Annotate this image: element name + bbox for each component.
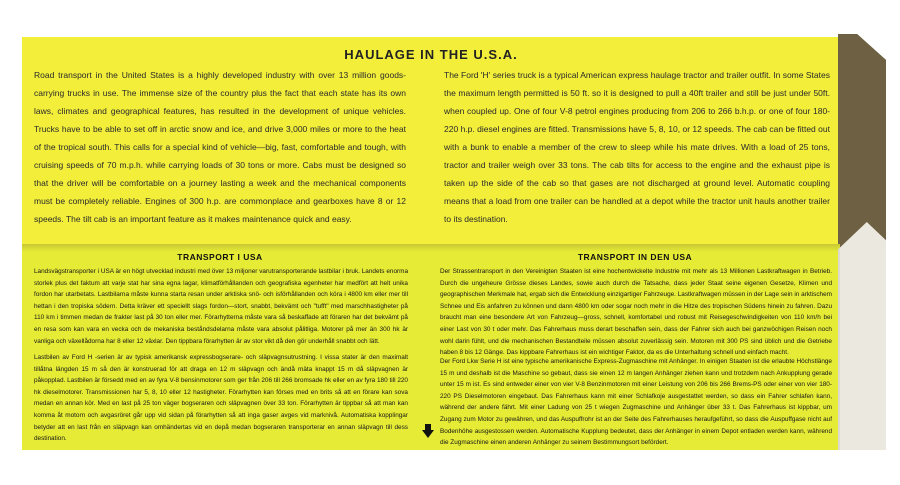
german-text-1: Der Strassentransport in den Vereinigten Staaten ist eine hochentwickelte Industrie mit mehr als 13 Millionen Lastkraftwagen in Betrieb. Durch die ungeheure Grösse dieses Landes, sowie auch durch die Tatsache, dass jeder Staat seine eigenen Gesetze, Klimen und geographischen Merkmale hat, ergab sich die Entwicklung einzigartiger Fahrzeuge. Lastkraftwagen müssen in der Lage sein in arktischem Schnee und Eis anfahren zu können und dann 4800 km oder sogar noch mehr in die Hitze des tropischen Südens hinein zu fahren. Dazu braucht man eine besondere Art von Fahrzeug—gross, schnell, komfortabel und robust mit Reisegeschwindigkeiten von 110 km/h bei einer Last von 30 t oder mehr. Das Fahrerhaus muss derart beschaffen sein, dass der Fahrer sich auch bei ganzwöchigen Reisen noch wohl darin fühlt, und die mechanischen Bestandteile müssen absolut zuverlässig sein. Motoren mit 300 PS sind üblich und die Getriebe haben 8 bis 12 Gänge. Das kippbare Fahrerhaus ist ein wichtiger Faktor, da es die Unterhaltung schnell und einfach macht. (440, 268, 832, 357)
page-title: HAULAGE IN THE U.S.A. (344, 47, 518, 62)
german-text-2: Der Ford Lkw Serie H ist eine typische amerikanische Express-Zugmaschine mit Anhänger. In einigen Staaten ist die erlaubte Höchstlänge 15 m und deshalb ist die Maschine so gebaut, dass sie einen 12 m langen Anhänger ziehen kann und trotzdem nach Ankupplung gerade unter 15 m ist. Es sind entweder einer von vier V-8 Benzinmotoren mit einer Leistung von 206 bis 266 Brems-PS oder einer von vier 180-220 PS Dieselmotoren eingebaut. Das Fahrerhaus kann mit einer Schlafkoje ausgestattet werden, so dass ein Fahrer schlafen kann, während der andere fährt. Mit einer Ladung von 25 t wiegen Zugmaschine und Anhänger über 33 t. Das Fahrerhaus ist kippbar, um Zugang zum Motor zu gewähren, und das Auspuffrohr ist an der Seite des Fahrerhauses heraufgeführt, so dass die Auspuffgase nicht auf Bodenhöhe ausgestossen werden. Automatische Kupplung bedeutet, dass der Anhänger in einem Depot entladen werden kann, während die Zugmaschine einen anderen Anhänger zu seinem Bestimmungsort befördert. (440, 358, 832, 447)
german-title: TRANSPORT IN DEN USA (577, 252, 693, 262)
cardboard-flap (838, 34, 886, 250)
english-text-left: Road transport in the United States is a highly developed industry with over 13 million goods-carrying trucks in use. The immense size of the country plus the fact that each state has its own laws, climates and geographical features, has resulted in the development of unique vehicles. Trucks have to be able to set off in arctic snow and ice, and drive 3,000 miles or more to the heat of the tropical south. This calls for a special kind of vehicle—big, fast, comfortable and tough, with cruising speeds of 70 m.p.h. while carrying loads of 30 tons or more. Cabs must be designed so that the driver will be comfortable on a journey lasting a week and the mechanical components must be completely reliable. Engines of 300 h.p. are commonplace and gearboxes have 8 or 12 speeds. The tilt cab is an important feature as it makes maintenance quick and easy. (34, 70, 406, 224)
swedish-text-2: Lastbilen av Ford H -serien är av typisk amerikansk expressbogserare- och släpvagnsutrustning. I vissa stater är den maximalt tillåtna längden 15 m så den är konstruerad för att draga en 12 m släpvagn och ändå mäta knappt 15 m då släpvagnen är påkopplad. Lastbilen är försedd med en av fyra V-8 bensinmotorer som ger från 206 till 266 bromsade hk eller en av fyra 180 till 220 hk dieselmotorer. Transmissionen har 5, 8, 10 eller 12 hastigheter. Förarhytten kan förses med en brits så att en förare kan sova medan en annan kör. Med en last på 25 ton väger bogseraren och släpvagnen över 33 ton. Förarhytten är tippbar så att man kan komma åt motorn och avgasröret går upp vid sidan på förarhytten så att inga gaser avges vid marknivå. Automatiska kopplingar betyder att en last från en släpvagn kan omhändertas vid en depå medan bogseraren transporterar en annan släpvagn till dess destination. (34, 354, 408, 443)
english-text-right: The Ford 'H' series truck is a typical American express haulage tractor and trailer outfit. In some States the maximum length permitted is 50 ft. so it is designed to pull a 40ft trailer and still be just under 50ft. when coupled up. One of four V-8 petrol engines producing from 206 to 266 b.h.p. or one of four 180-220 h.p. diesel engines are fitted. Transmissions have 5, 8, 10, or 12 speeds. The cab can be fitted out with a bunk to enable a member of the crew to sleep while his mate drives. With a load of 25 tons, tractor and trailer weigh over 33 tons. The cab tilts for access to the engine and the exhaust pipe is taken up the side of the cab so that gases are not discharged at ground level. Automatic coupling means that a load from one trailer can be handled at a depot while the tractor unit hauls another trailer to its destination. (444, 70, 830, 224)
cardboard-side-flap (838, 222, 886, 450)
swedish-title: TRANSPORT I USA (177, 252, 263, 262)
down-arrow-icon (422, 430, 434, 438)
swedish-text-1: Landsvägstransporter i USA är en högt utvecklad industri med över 13 miljoner varutransporterande lastbilar i bruk. Landets enorma storlek plus det faktum att varje stat har sina egna lagar, klimatförhållanden och geografiska egenheter har medfört att helt unika fordon har utarbetats. Lastbilarna måste kunna starta resan under arktiska snö- och isförhållanden och köra i 4800 km eller mer till hettan i den tropiska södern. Detta kräver ett speciellt slags fordon—stort, snabbt, bekvämt och "tufft" med marschhastigheter på 110 km i timmen medan de frakter last på 30 ton eller mer. Förarhytterna måste vara så beskaffade att föraren har det bekvämt på en resa som kan vara en vecka och de mekaniska beståndsdelarna måste vara absolut pålitliga. Motorer på mer än 300 hk är vanliga och växellådorna har 8 eller 12 växlar. Den tippbara förarhytten är av stor vikt då den gör underhåll snabbt och lätt. (34, 268, 408, 345)
fold-line (22, 244, 840, 252)
